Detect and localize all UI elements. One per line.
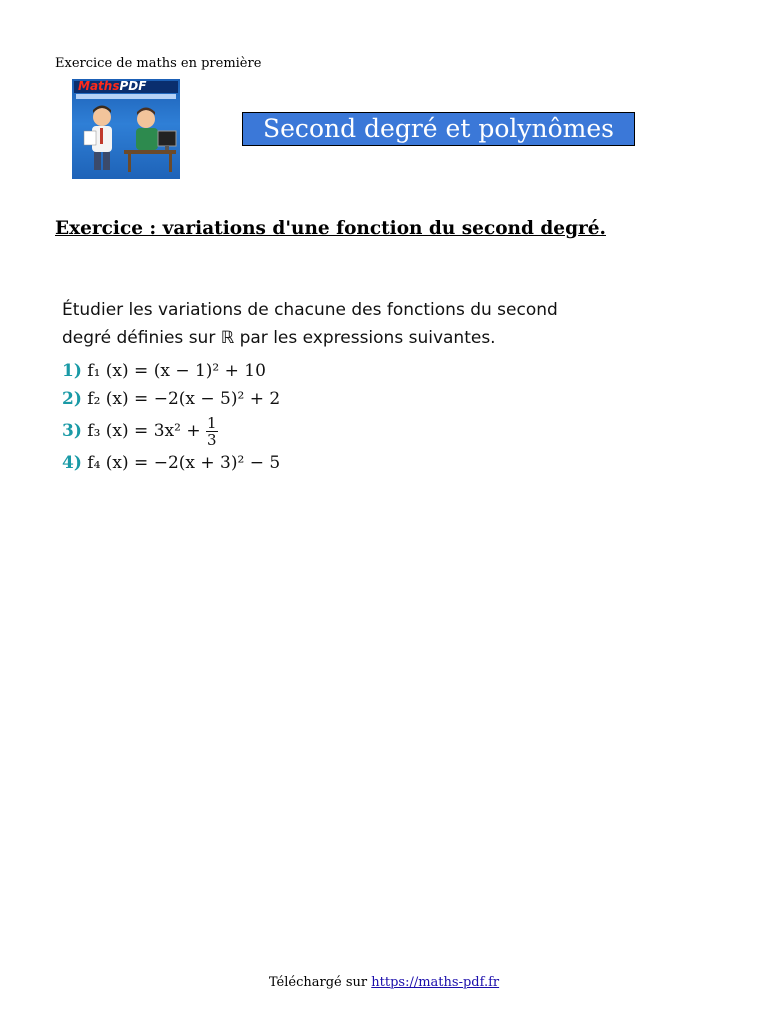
exercise-title: Exercice : variations d'une fonction du second degré.: [55, 218, 606, 239]
exercise-item-1: [62, 357, 280, 385]
fraction-numerator: 1: [206, 414, 217, 432]
item-number: 2): [62, 389, 82, 409]
page-title: Second degré et polynômes: [242, 112, 635, 146]
maths-pdf-logo: [72, 79, 180, 179]
header-note: Exercice de maths en première: [55, 56, 262, 71]
exercise-items: [62, 357, 280, 477]
item-expression: f₁ (x) = (x − 1)² + 10: [87, 361, 266, 381]
fraction-denominator: 3: [206, 431, 217, 449]
item-number: 3): [62, 421, 82, 441]
item-expression: f₄ (x) = −2(x + 3)² − 5: [87, 453, 281, 473]
item-expression: f₂ (x) = −2(x − 5)² + 2: [87, 389, 281, 409]
logo-text-part2: PDF: [119, 79, 147, 93]
exercise-item-2: [62, 385, 280, 413]
footer: [0, 975, 768, 990]
footer-link[interactable]: https://maths-pdf.fr: [371, 975, 500, 990]
footer-prefix: Téléchargé sur: [268, 975, 372, 990]
logo-text-part1: Maths: [78, 79, 120, 93]
item-number: 1): [62, 361, 82, 381]
logo-illustration: [72, 79, 180, 179]
exercise-statement: Étudier les variations de chacune des fonctions du second degré définies sur ℝ par les expressions suivantes.: [62, 300, 558, 348]
exercise-item-3: [62, 413, 280, 449]
fraction: [206, 415, 218, 448]
item-number: 4): [62, 453, 82, 473]
item-expression: f₃ (x) = 3x² +: [87, 421, 206, 441]
exercise-item-4: [62, 449, 280, 477]
